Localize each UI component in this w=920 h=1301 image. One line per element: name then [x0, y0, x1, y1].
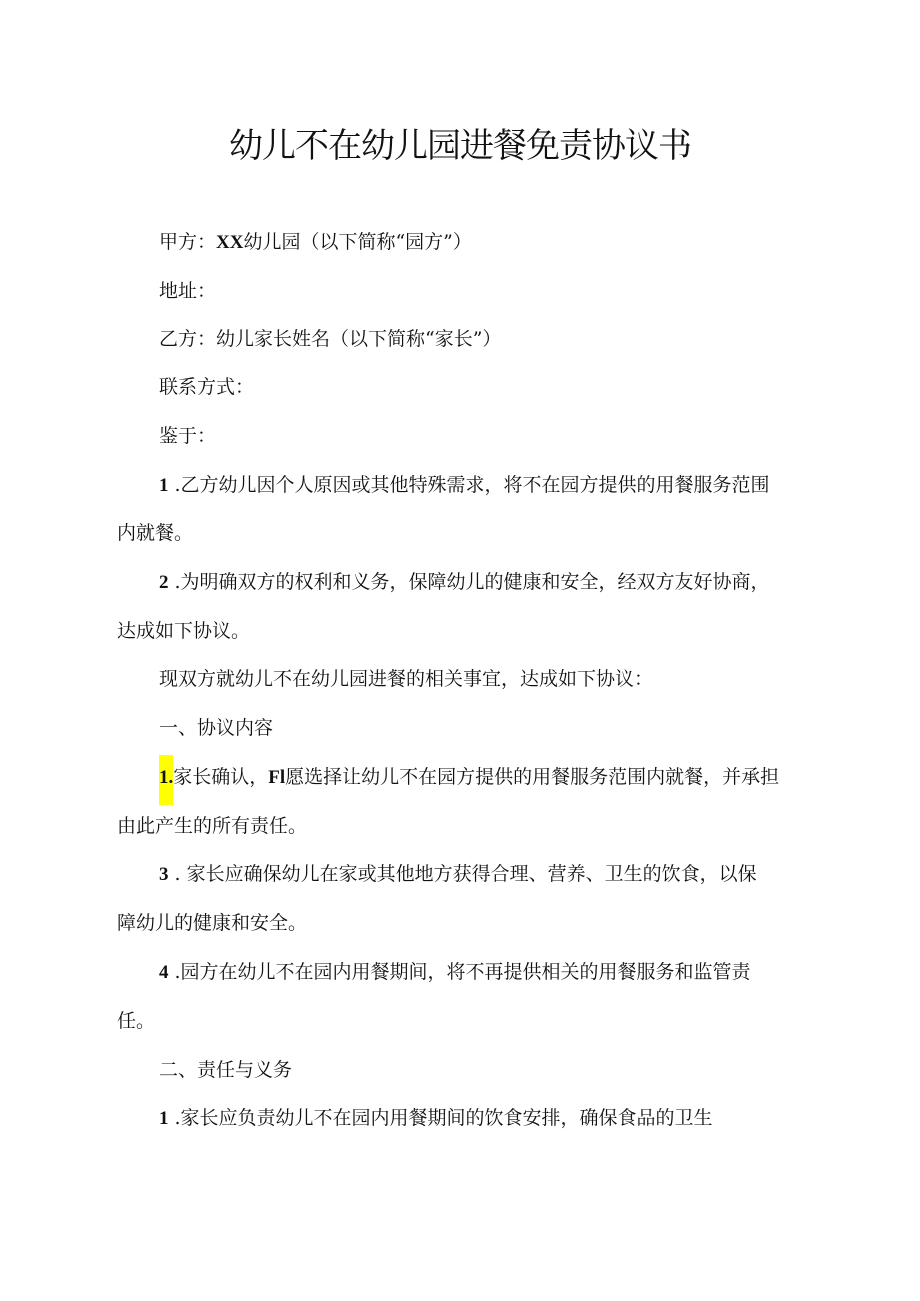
- whereas-item-2-text: .为明确双方的权利和义务，保障幼儿的健康和安全，经双方友好协商，: [174, 571, 770, 593]
- section-1-item-3-number: 3: [159, 864, 169, 885]
- section-2-item-1-text: .家长应负责幼儿不在园内用餐期间的饮食安排，确保食品的卫生: [174, 1107, 713, 1129]
- section-1-heading: 一、协议内容: [159, 717, 274, 739]
- whereas-item-1-text: .乙方幼儿因个人原因或其他特殊需求，将不在园方提供的用餐服务范围: [174, 474, 770, 496]
- party-a-name: XX: [216, 232, 244, 253]
- address-line: 地址：: [159, 280, 217, 302]
- party-a-line: [159, 229, 472, 256]
- section-1-item-3-continuation: 障幼儿的健康和安全。: [117, 912, 308, 934]
- section-1-item-4-continuation: 任。: [117, 1010, 156, 1032]
- section-1-item-1-number: 1.: [159, 755, 173, 805]
- section-1-item-4: [159, 959, 751, 986]
- whereas-item-1: [159, 472, 770, 499]
- section-1-item-4-text: .园方在幼儿不在园内用餐期间，将不再提供相关的用餐服务和监管责: [174, 961, 751, 983]
- document-title: 幼儿不在幼儿园进餐免责协议书: [229, 126, 691, 166]
- party-b-line: 乙方：幼儿家长姓名（以下简称“家长”）: [159, 328, 502, 350]
- section-2-item-1-number: 1: [159, 1108, 169, 1129]
- section-1-item-1: [159, 764, 779, 791]
- section-1-item-3: [159, 861, 757, 888]
- contact-line: 联系方式：: [159, 376, 255, 398]
- intro-line: 现双方就幼儿不在幼儿园进餐的相关事宜，达成如下协议：: [159, 668, 654, 690]
- whereas-item-2: [159, 569, 770, 596]
- section-1-item-3-text: . 家长应确保幼儿在家或其他地方获得合理、营养、卫生的饮食，以保: [174, 863, 757, 885]
- section-2-heading: 二、责任与义务: [159, 1059, 293, 1081]
- party-a-rest: 幼儿园（以下简称“园方”）: [243, 231, 472, 253]
- section-2-item-1: [159, 1105, 713, 1132]
- section-1-item-1-text-a: 家长确认，: [173, 766, 269, 788]
- whereas-item-2-continuation: 达成如下协议。: [117, 620, 251, 642]
- section-1-item-1-continuation: 由此产生的所有责任。: [117, 815, 308, 837]
- section-1-item-1-text-b: 愿选择让幼儿不在园方提供的用餐服务范围内就餐，并承担: [285, 766, 780, 788]
- section-1-item-4-number: 4: [159, 962, 169, 983]
- section-1-item-1-bold: Fl: [268, 767, 286, 788]
- whereas-item-1-number: 1: [159, 475, 169, 496]
- whereas-item-1-continuation: 内就餐。: [117, 522, 194, 544]
- whereas-item-2-number: 2: [159, 572, 169, 593]
- party-a-label: 甲方：: [159, 231, 217, 253]
- whereas-line: 鉴于：: [159, 425, 217, 447]
